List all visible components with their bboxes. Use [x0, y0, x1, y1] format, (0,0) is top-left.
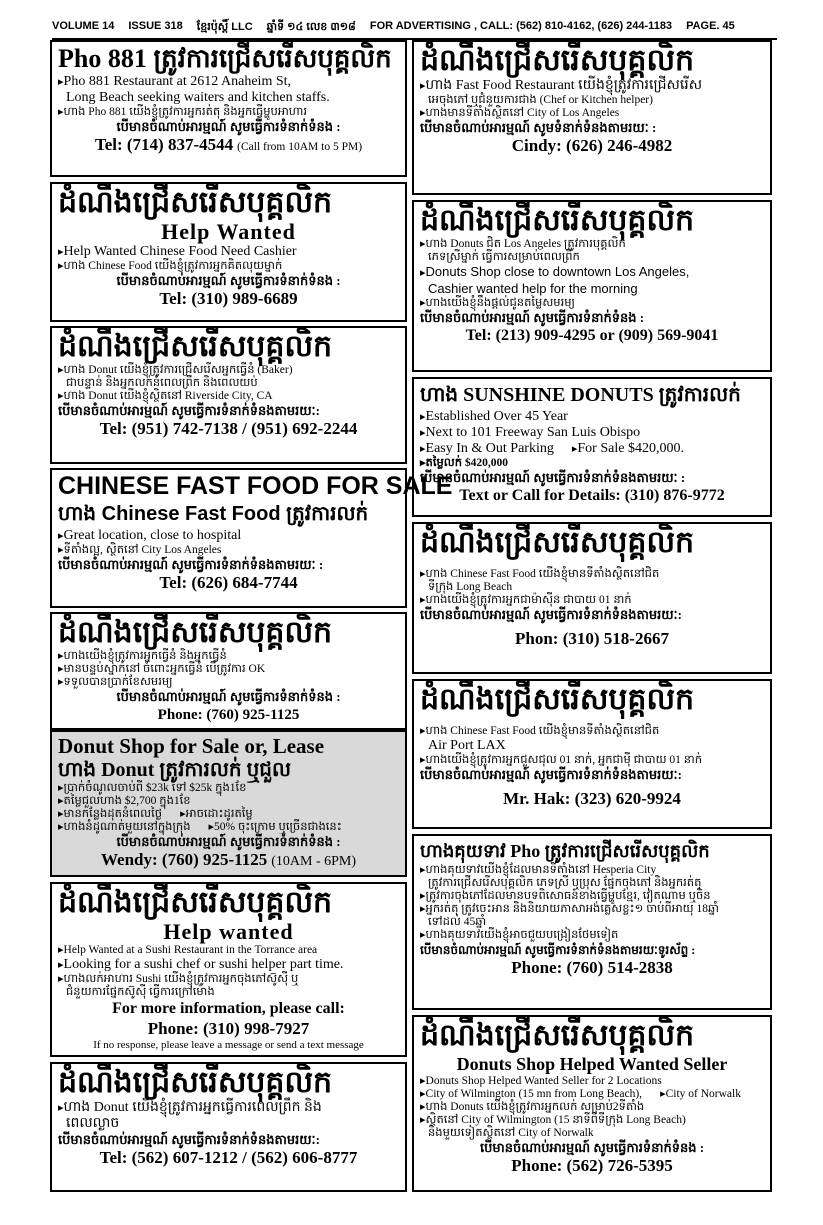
- ad-contact: បើមានចំណាប់អារម្មណ៍ សូមធ្វើការទំនាក់ទំនងតាមរយៈទូរស័ព្ទ :: [420, 943, 696, 957]
- ad-contact: បើមានចំណាប់អារម្មណ៍ សូមធ្វើការទំនាក់ទំនង :: [116, 689, 341, 704]
- ad-line: ▸ Looking for a sushi chef or sushi helper part time.: [58, 957, 399, 973]
- ad-phone: Mr. Hak: (323) 620-9924: [503, 789, 681, 808]
- ad-note: If no response, please leave a message or send a text message: [93, 1039, 364, 1051]
- ad-line: ▸ Great location, close to hospital: [58, 528, 399, 544]
- ad-title: ដំណឹងជ្រើសរើសបុគ្គលិក: [420, 204, 695, 237]
- ad-line: ▸ ហាង Chinese Fast Food យើងខ្ញុំមានទីតាំងស្ថិតនៅជិត: [420, 725, 764, 738]
- ad-title: CHINESE FAST FOOD FOR SALE: [58, 472, 453, 500]
- ad-title-khmer: ហាង Chinese Fast Food ត្រូវការលក់: [58, 503, 369, 525]
- ad-line: ភេទស្រីម្នាក់ ធ្វើការសម្រាប់ពេលព្រឹក: [428, 251, 580, 263]
- ad-contact: បើមានចំណាប់អារម្មណ៍ សូមធ្វើការទំនាក់ទំនង :: [116, 273, 341, 288]
- ad-subtitle: Donuts Shop Helped Wanted Seller: [456, 1054, 728, 1074]
- ad-title: ដំណឹងជ្រើសរើសបុគ្គលិក: [420, 1019, 695, 1052]
- ad-line: ▸ ហាង Donut យើងខ្ញុំត្រូវការអ្នកធ្វើការពេលព្រឹក និង: [58, 1100, 399, 1116]
- ad-contact: បើមានចំណាប់អារម្មណ៍ សូមធ្វើការទំនាក់ទំនង :: [116, 834, 341, 849]
- ad-contact: បើមានចំណាប់អារម្មណ៍ សូមធ្វើការទំនាក់ទំនងតាមរយៈ :: [420, 470, 686, 485]
- ad-line: ▸ ហាង Chinese Fast Food យើងខ្ញុំមានទីតាំងស្ថិតនៅជិត: [420, 568, 764, 581]
- ad-line: ▸ ហាង Donuts យើងខ្ញុំត្រូវការអ្នកលក់ សម្រាប់2ទីតាំង: [420, 1101, 764, 1114]
- ad-line: Cashier wanted help for the morning: [428, 281, 638, 296]
- ad-title: ដំណឹងជ្រើសរើសបុគ្គលិក: [58, 186, 333, 219]
- ad-title: ដំណឹងជ្រើសរើសបុគ្គលិក: [58, 330, 333, 363]
- ad-title: ដំណឹងជ្រើសរើសបុគ្គលិក: [420, 526, 695, 559]
- ad-wendy-jobs: [50, 612, 407, 730]
- ad-line: ▸ Pho 881 Restaurant at 2612 Anaheim St,: [58, 74, 399, 90]
- ad-phone: Phone: (760) 925-1125: [157, 707, 300, 723]
- ad-contact: បើមានចំណាប់អារម្មណ៍ សូមធ្វើការទំនាក់ទំនងតាមរយៈ:: [58, 1132, 320, 1147]
- ad-line: Long Beach seeking waiters and kitchen staffs.: [66, 90, 330, 105]
- ad-contact: បើមានចំណាប់អារម្មណ៍ សូមធ្វើការទំនាក់ទំនង :: [420, 310, 645, 325]
- brand-label: ខ្មែរប៉ុស្តិ៍ LLC: [196, 21, 253, 33]
- ad-pho-hesperia: [412, 834, 772, 1010]
- ad-phone-row: [58, 135, 399, 155]
- ad-line: ▸ ហាង Donuts ជិត Los Angeles ត្រូវការបុគ្គលិក: [420, 238, 764, 251]
- ad-phone: Tel: (310) 989-6689: [159, 289, 298, 308]
- ad-line: ▸ Help Wanted at a Sushi Restaurant in the Torrance area: [58, 944, 399, 957]
- ad-title-khmer: ហាង Donut ត្រូវការលក់ ឬជួល: [58, 759, 291, 781]
- ad-phone: Phone: (562) 726-5395: [511, 1156, 673, 1175]
- ad-line: ▸ ប្រាក់ចំណូលចាប់ពី $23k ទៅ $25k ក្នុង1ខែ: [58, 782, 399, 795]
- ad-phone: Phon: (310) 518-2667: [515, 629, 669, 648]
- ad-contact: បើមានចំណាប់អារម្មណ៍ សូមធ្វើការទំនាក់ទំនង :: [116, 119, 341, 134]
- ad-line: ▸ Easy In & Out Parking: [420, 441, 554, 457]
- ad-line: និងមួយទៀតស្ថិតនៅ City of Norwalk: [428, 1127, 594, 1139]
- ad-line: ▸ មានបន្ទប់ស្នាក់នៅ ចំពោះអ្នកធ្វើនំ បើត្រូវការ OK: [58, 663, 399, 676]
- ad-line: ▸ Donuts Shop Helped Wanted Seller for 2 Locations: [420, 1075, 764, 1088]
- ad-contact: បើមានចំណាប់អារម្មណ៍ សូមធ្វើការទំនាក់ទំនងតាមរយៈ :: [58, 557, 324, 572]
- ad-line: ▸ Next to 101 Freeway San Luis Obispo: [420, 425, 764, 441]
- ad-contact: For more information, please call:: [112, 1000, 345, 1017]
- volume-label: VOLUME 14: [52, 20, 115, 32]
- ad-line: ▸ City of Norwalk: [660, 1088, 741, 1101]
- ad-donut-morning: [50, 1062, 407, 1192]
- ad-line: ▸ ហាង Pho 881 យើងខ្ញុំត្រូវការអ្នករត់តុ និងអ្នកធ្វើម្ហូបអាហារ: [58, 106, 399, 119]
- ad-line: ▸ Donuts Shop close to downtown Los Angeles,: [420, 264, 764, 281]
- ad-line: ▸ City of Wilmington (15 mn from Long Beach),: [420, 1088, 642, 1101]
- ad-line: ត្រូវការជ្រើសរើសបុគ្គលិក ភេទស្រី ឬប្រុស ផ្នែកចុងភៅ និងអ្នករត់តុ: [428, 877, 702, 889]
- ad-phone: Text or Call for Details: (310) 876-9772: [459, 487, 725, 504]
- ad-phone: Tel: (714) 837-4544: [94, 135, 234, 154]
- ad-phone: Tel: (951) 742-7138 / (951) 692-2244: [99, 419, 358, 438]
- ad-line: ▸ ហាងលក់អាហារ Sushi យើងខ្ញុំត្រូវការអ្នកចុងភៅស៊ូស៊ី ឬ: [58, 973, 399, 986]
- ad-chinese-sale: [50, 468, 453, 608]
- ad-line: ▸ ហាង Donut យើងខ្ញុំស្ថិតនៅ Riverside City, CA: [58, 390, 399, 403]
- ad-line: ▸ Established Over 45 Year: [420, 409, 764, 425]
- ad-line: ▸ ស្ថិតនៅ City of Wilmington (15 នាទីពីទីក្រុង Long Beach): [420, 1114, 764, 1127]
- ad-contact: បើមានចំណាប់អារម្មណ៍ សូមទំនាក់ទំនងតាមរយៈ :: [420, 120, 657, 135]
- ad-norwalk: [412, 1015, 772, 1192]
- ad-contact: បើមានចំណាប់អារម្មណ៍ សូមធ្វើការទំនាក់ទំនងតាមរយៈ:: [420, 767, 682, 782]
- ad-sushi: [50, 882, 407, 1057]
- ad-fastfood-la: [412, 40, 772, 195]
- ad-line: ▸ ត្រូវការចុងភៅដែលមានបទពិសោធន៍ខាងធ្វើម្ហូបខ្មែរ, វៀតណាម ឬចិន: [420, 890, 764, 903]
- ad-line: ▸ ហាងគុយទាវយើងខ្ញុំដែលមានទីតាំងនៅ Hesperia City: [420, 864, 764, 877]
- ad-contact: បើមានចំណាប់អារម្មណ៍ សូមធ្វើការទំនាក់ទំនងតាមរយៈ:: [420, 607, 682, 622]
- khmer-issue-label: ឆ្នាំទី ១៤ លេខ ៣១៨: [266, 21, 356, 33]
- ad-line: អេចុងភៅ ឬជំនួយការជាង (Chef or Kitchen helper): [428, 94, 653, 106]
- ad-line: ▸ តម្លៃជួលហាង $2,700 ក្នុង1ខែ: [58, 795, 399, 808]
- ad-pho881: [50, 40, 407, 177]
- page-header: [52, 20, 777, 36]
- ad-phone: Tel: (213) 909-4295 or (909) 569-9041: [465, 327, 719, 344]
- ad-phone: Phone: (760) 514-2838: [511, 958, 673, 977]
- ad-phone: Tel: (626) 684-7744: [159, 573, 298, 592]
- ad-line-row: [420, 441, 764, 457]
- ad-title: Donut Shop for Sale or, Lease: [58, 734, 325, 758]
- ad-phone: Phone: (310) 998-7927: [147, 1019, 310, 1038]
- ad-line: ▸ ហាងមានទីតាំងស្ថិតនៅ City of Los Angeles: [420, 107, 764, 120]
- page-number: PAGE. 45: [686, 20, 735, 32]
- ad-line: ពេលល្ងាច: [66, 1116, 120, 1131]
- ad-line: ▸ ទីតាំងល្អ, ស្ថិតនៅ City Los Angeles: [58, 544, 399, 557]
- ad-chinese-cashier: [50, 182, 407, 322]
- ad-sunshine-donuts: [412, 377, 772, 517]
- ad-line: ▸ អាចដោះដូរតម្លៃ: [180, 808, 253, 821]
- ad-subtitle: Help Wanted: [161, 219, 296, 244]
- ad-donuts-cashier: [412, 200, 772, 372]
- ad-title: Pho 881 ត្រូវការជ្រើសរើសបុគ្គលិក: [58, 44, 392, 73]
- issue-label: ISSUE 318: [128, 20, 183, 32]
- ad-line: ▸ ហាងយើងខ្ញុំត្រូវការអ្នកជាម៉ាស៊ីន ជាបាយ 01 នាក់: [420, 594, 764, 607]
- ad-line: ▸ 50% ចុះក្រោម ឬច្រើនជាងនេះ: [209, 821, 342, 834]
- ad-line: ទៅដល់ 45ឆ្នាំ: [428, 916, 487, 928]
- ad-line: Air Port LAX: [428, 738, 506, 753]
- ad-line: ▸ For Sale $420,000.: [572, 441, 684, 457]
- ad-line: ▸ ហាង Donut យើងខ្ញុំត្រូវការជ្រើសរើសអ្នកធ្វើនំ (Baker): [58, 364, 399, 377]
- ad-phone-note: (Call from 10AM to 5 PM): [237, 141, 363, 153]
- ad-title: ហាង SUNSHINE DONUTS ត្រូវការលក់: [420, 384, 741, 406]
- ad-air-port: [412, 679, 772, 829]
- ad-subtitle: Help wanted: [163, 919, 294, 944]
- ad-line: ▸ តម្លៃលក់ $420,000: [420, 457, 764, 470]
- ad-line-row: [58, 821, 399, 834]
- ad-line: ជំនួយការផ្នែកស៊ូស៊ី ធ្វើការក្រៅម៉ោង: [66, 986, 215, 998]
- ad-title: ដំណឹងជ្រើសរើសបុគ្គលិក: [58, 1066, 333, 1099]
- ad-title: ដំណឹងជ្រើសរើសបុគ្គលិក: [58, 886, 333, 919]
- ad-line: ▸ អ្នករត់តុ ត្រូវចេះអាន និងនិយាយភាសាអង់គ្លេសខ្លះ១ ចាប់ពីអាយុ 18ឆ្នាំ: [420, 903, 764, 916]
- ad-title: ហាងគុយទាវ Pho ត្រូវការជ្រើសរើសបុគ្គលិក: [420, 841, 710, 861]
- ad-title: ដំណឹងជ្រើសរើសបុគ្គលិក: [58, 616, 333, 649]
- ad-chinese-longbeach: [412, 522, 772, 674]
- ad-line: ▸ ហាង Chinese Food យើងខ្ញុំត្រូវការអ្នកគិតលុយម្នាក់: [58, 260, 399, 273]
- ad-phone-row: [58, 850, 399, 870]
- ad-line: ▸ មានកន្លែងដុតនំពេលថ្ងៃ: [58, 808, 162, 821]
- ad-title: ដំណឹងជ្រើសរើសបុគ្គលិក: [420, 683, 695, 716]
- ad-line: ▸ ហាង Fast Food Restaurant យើងខ្ញុំត្រូវការជ្រើសរើស: [420, 78, 764, 94]
- ad-contact: បើមានចំណាប់អារម្មណ៍ សូមធ្វើការទំនាក់ទំនងតាមរយៈ:: [58, 403, 320, 418]
- ad-line: ▸ ហាងគុយទាវយើងខ្ញុំអាចជួយបង្រៀនថែមទៀត: [420, 929, 764, 942]
- ad-phone-note: (10AM - 6PM): [271, 854, 356, 869]
- ad-donut-baker: [50, 326, 407, 464]
- ad-contact: បើមានចំណាប់អារម្មណ៍ សូមធ្វើការទំនាក់ទំនង :: [479, 1140, 705, 1155]
- ad-line: ▸ ហាងយើងខ្ញុំត្រូវការអ្នកជួសជុល 01 នាក់, អ្នកជាម៉ី ជាបាយ 01 នាក់: [420, 754, 764, 767]
- advertising-label: FOR ADVERTISING , CALL: (562) 810-4162, (626) 244-1183: [369, 20, 673, 32]
- ad-line: ▸ ហាងយើងខ្ញុំនឹងផ្តល់ជូនតម្លៃសមរម្យ: [420, 297, 764, 310]
- ad-line: ▸ ហាងនំដូណាត់មួយនៅក្នុងក្រុង: [58, 821, 191, 834]
- ad-title: ដំណឹងជ្រើសរើសបុគ្គលិក: [420, 44, 695, 77]
- ad-line: ទីក្រុង Long Beach: [428, 581, 513, 593]
- ad-phone: Tel: (562) 607-1212 / (562) 606-8777: [99, 1148, 358, 1167]
- ad-line-row: [58, 808, 399, 821]
- ad-donut-sale: [50, 730, 407, 877]
- ad-line: ▸ Help Wanted Chinese Food Need Cashier: [58, 244, 399, 260]
- ad-line: ជាបន្ទាន់ និងអ្នកលក់នំពេលព្រឹក និងពេលយប់: [66, 377, 258, 389]
- ad-line: ▸ ទទួលបានប្រាក់ខែសមរម្យ: [58, 676, 399, 689]
- ad-phone: Wendy: (760) 925-1125: [100, 850, 268, 869]
- ad-line-row: [420, 1088, 764, 1101]
- ad-line: ▸ ហាងយើងខ្ញុំត្រូវការអ្នកធ្វើនំ និងអ្នកធ្វើនំ: [58, 650, 399, 663]
- ad-phone: Cindy: (626) 246-4982: [511, 136, 673, 155]
